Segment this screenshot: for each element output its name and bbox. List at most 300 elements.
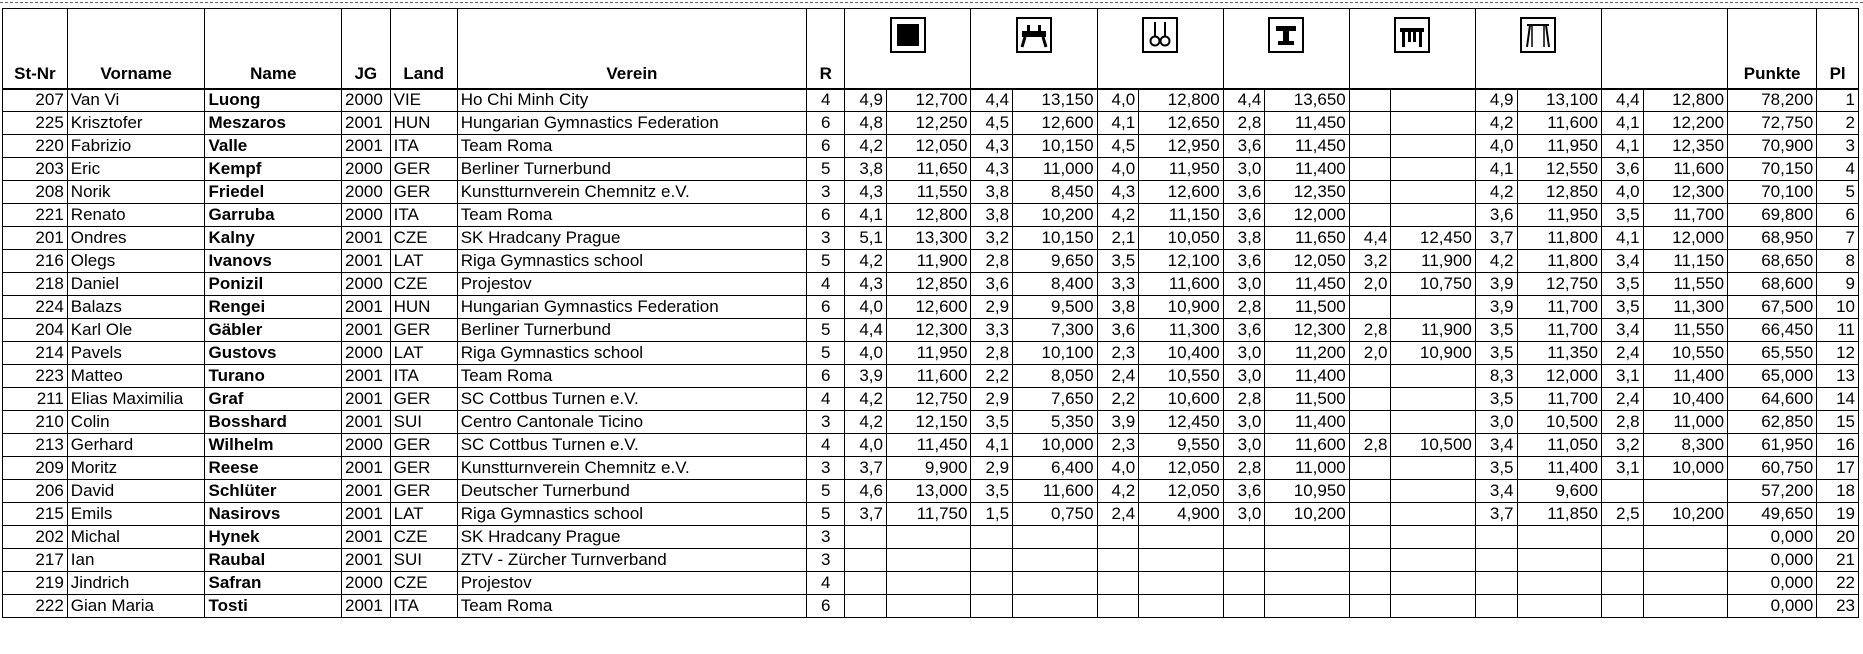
apparatus-score-cell (1643, 480, 1727, 503)
table-row (3, 112, 1859, 135)
country-cell: SUI (390, 411, 457, 434)
apparatus-score-cell: 12,850 (886, 273, 970, 296)
apparatus-score-cell (1517, 549, 1601, 572)
place-cell: 4 (1817, 158, 1859, 181)
d-score-cell: 4,0 (1475, 135, 1517, 158)
d-score-cell: 2,4 (1601, 388, 1643, 411)
country-cell: GER (390, 434, 457, 457)
apparatus-score-cell: 8,050 (1013, 365, 1097, 388)
apparatus-score-cell (886, 595, 970, 618)
d-score-cell: 4,1 (1601, 227, 1643, 250)
d-score-cell (845, 572, 887, 595)
d-score-cell: 4,4 (845, 319, 887, 342)
apparatus-score-cell: 0,750 (1013, 503, 1097, 526)
header-punkte: Punkte (1728, 9, 1817, 89)
birth-year-cell: 2000 (342, 434, 391, 457)
apparatus-score-cell: 12,050 (1265, 250, 1349, 273)
d-score-cell: 3,6 (1223, 250, 1265, 273)
total-points-cell: 68,950 (1728, 227, 1817, 250)
apparatus-score-cell: 11,800 (1517, 250, 1601, 273)
page-break-line (0, 2, 1863, 3)
d-score-cell: 3,9 (1097, 411, 1139, 434)
country-cell: GER (390, 457, 457, 480)
apparatus-score-cell (1643, 595, 1727, 618)
place-cell: 1 (1817, 89, 1859, 112)
table-row (3, 296, 1859, 319)
d-score-cell: 4,2 (845, 388, 887, 411)
apparatus-score-cell: 5,350 (1013, 411, 1097, 434)
apparatus-score-cell: 10,050 (1139, 227, 1223, 250)
apparatus-score-cell: 4,900 (1139, 503, 1223, 526)
squad-cell: 6 (807, 365, 845, 388)
d-score-cell (1601, 549, 1643, 572)
d-score-cell (1349, 503, 1391, 526)
start-number-cell: 206 (3, 480, 68, 503)
apparatus-score-cell (1391, 158, 1475, 181)
d-score-cell (1349, 457, 1391, 480)
apparatus-score-cell: 7,300 (1013, 319, 1097, 342)
table-row (3, 227, 1859, 250)
d-score-cell (1349, 549, 1391, 572)
d-score-cell (1349, 112, 1391, 135)
country-cell: ITA (390, 204, 457, 227)
d-score-cell: 3,8 (1223, 227, 1265, 250)
apparatus-score-cell: 10,000 (1643, 457, 1727, 480)
first-name-cell: Pavels (67, 342, 205, 365)
d-score-cell (845, 549, 887, 572)
d-score-cell: 3,6 (1223, 135, 1265, 158)
birth-year-cell: 2001 (342, 595, 391, 618)
birth-year-cell: 2001 (342, 296, 391, 319)
squad-cell: 4 (807, 434, 845, 457)
apparatus-score-cell (1517, 595, 1601, 618)
d-score-cell: 2,8 (971, 250, 1013, 273)
total-points-cell: 70,100 (1728, 181, 1817, 204)
first-name-cell: Van Vi (67, 89, 205, 112)
d-score-cell: 3,5 (971, 480, 1013, 503)
squad-cell: 5 (807, 480, 845, 503)
d-score-cell (971, 572, 1013, 595)
d-score-cell: 3,4 (1475, 434, 1517, 457)
apparatus-score-cell: 11,400 (1265, 158, 1349, 181)
d-score-cell: 4,0 (845, 434, 887, 457)
total-points-cell: 78,200 (1728, 89, 1817, 112)
apparatus-score-cell: 12,600 (886, 296, 970, 319)
squad-cell: 3 (807, 411, 845, 434)
d-score-cell: 3,2 (1349, 250, 1391, 273)
birth-year-cell: 2000 (342, 572, 391, 595)
apparatus-score-cell: 12,050 (886, 135, 970, 158)
header-vault (1223, 9, 1349, 89)
first-name-cell: Moritz (67, 457, 205, 480)
d-score-cell: 2,4 (1601, 342, 1643, 365)
club-cell: SC Cottbus Turnen e.V. (457, 388, 806, 411)
apparatus-score-cell: 13,650 (1265, 89, 1349, 112)
apparatus-score-cell: 10,600 (1139, 388, 1223, 411)
d-score-cell: 3,9 (1475, 273, 1517, 296)
first-name-cell: Daniel (67, 273, 205, 296)
apparatus-score-cell: 11,550 (1643, 319, 1727, 342)
apparatus-score-cell: 11,150 (1643, 250, 1727, 273)
club-cell: Projestov (457, 572, 806, 595)
total-points-cell: 0,000 (1728, 549, 1817, 572)
d-score-cell: 3,5 (1475, 319, 1517, 342)
d-score-cell: 2,0 (1349, 342, 1391, 365)
apparatus-score-cell (1643, 526, 1727, 549)
start-number-cell: 217 (3, 549, 68, 572)
apparatus-score-cell (1013, 595, 1097, 618)
apparatus-score-cell: 10,200 (1265, 503, 1349, 526)
table-row (3, 595, 1859, 618)
d-score-cell: 3,0 (1223, 273, 1265, 296)
d-score-cell: 4,4 (1601, 89, 1643, 112)
table-row (3, 181, 1859, 204)
d-score-cell: 3,5 (971, 411, 1013, 434)
first-name-cell: Elias Maximilia (67, 388, 205, 411)
apparatus-score-cell: 10,900 (1391, 342, 1475, 365)
d-score-cell: 2,8 (1223, 296, 1265, 319)
squad-cell: 6 (807, 112, 845, 135)
apparatus-score-cell (1391, 296, 1475, 319)
d-score-cell (1601, 526, 1643, 549)
last-name-cell: Ponizil (205, 273, 342, 296)
place-cell: 12 (1817, 342, 1859, 365)
header-parallel-bars (1349, 9, 1475, 89)
apparatus-score-cell: 12,350 (1643, 135, 1727, 158)
header-r: R (807, 9, 845, 89)
last-name-cell: Kempf (205, 158, 342, 181)
country-cell: VIE (390, 89, 457, 112)
start-number-cell: 216 (3, 250, 68, 273)
country-cell: GER (390, 480, 457, 503)
last-name-cell: Luong (205, 89, 342, 112)
d-score-cell (1349, 135, 1391, 158)
d-score-cell: 4,2 (1097, 480, 1139, 503)
last-name-cell: Gäbler (205, 319, 342, 342)
squad-cell: 5 (807, 342, 845, 365)
apparatus-score-cell: 11,400 (1265, 411, 1349, 434)
apparatus-score-cell: 11,200 (1265, 342, 1349, 365)
table-row (3, 526, 1859, 549)
apparatus-score-cell: 11,000 (1013, 158, 1097, 181)
last-name-cell: Valle (205, 135, 342, 158)
apparatus-score-cell (886, 572, 970, 595)
country-cell: LAT (390, 342, 457, 365)
d-score-cell: 5,1 (845, 227, 887, 250)
start-number-cell: 214 (3, 342, 68, 365)
birth-year-cell: 2000 (342, 158, 391, 181)
last-name-cell: Nasirovs (205, 503, 342, 526)
d-score-cell: 3,5 (1601, 273, 1643, 296)
squad-cell: 6 (807, 595, 845, 618)
apparatus-score-cell: 11,300 (1643, 296, 1727, 319)
club-cell: Riga Gymnastics school (457, 250, 806, 273)
apparatus-score-cell: 12,150 (886, 411, 970, 434)
apparatus-score-cell: 12,300 (886, 319, 970, 342)
apparatus-score-cell: 11,500 (1265, 388, 1349, 411)
first-name-cell: Michal (67, 526, 205, 549)
table-row (3, 250, 1859, 273)
apparatus-score-cell (1013, 572, 1097, 595)
apparatus-score-cell: 10,750 (1391, 273, 1475, 296)
apparatus-score-cell: 13,300 (886, 227, 970, 250)
birth-year-cell: 2000 (342, 273, 391, 296)
d-score-cell (1223, 572, 1265, 595)
d-score-cell: 4,4 (1349, 227, 1391, 250)
birth-year-cell: 2001 (342, 411, 391, 434)
apparatus-score-cell (1517, 526, 1601, 549)
apparatus-score-cell: 11,000 (1643, 411, 1727, 434)
d-score-cell: 3,4 (1601, 250, 1643, 273)
apparatus-score-cell: 9,900 (886, 457, 970, 480)
apparatus-score-cell: 11,950 (886, 342, 970, 365)
apparatus-score-cell: 11,950 (1517, 135, 1601, 158)
country-cell: HUN (390, 296, 457, 319)
d-score-cell (1349, 595, 1391, 618)
birth-year-cell: 2001 (342, 388, 391, 411)
country-cell: GER (390, 158, 457, 181)
first-name-cell: Emils (67, 503, 205, 526)
total-points-cell: 68,650 (1728, 250, 1817, 273)
floor-icon (890, 17, 926, 53)
squad-cell: 4 (807, 89, 845, 112)
d-score-cell (1601, 572, 1643, 595)
squad-cell: 6 (807, 296, 845, 319)
apparatus-score-cell: 11,400 (1517, 457, 1601, 480)
squad-cell: 4 (807, 388, 845, 411)
apparatus-score-cell: 11,400 (1265, 365, 1349, 388)
total-points-cell: 67,500 (1728, 296, 1817, 319)
apparatus-score-cell: 11,450 (886, 434, 970, 457)
d-score-cell (1349, 296, 1391, 319)
birth-year-cell: 2001 (342, 250, 391, 273)
squad-cell: 3 (807, 457, 845, 480)
d-score-cell: 3,6 (971, 273, 1013, 296)
apparatus-score-cell: 12,000 (1643, 227, 1727, 250)
d-score-cell: 3,6 (1223, 204, 1265, 227)
place-cell: 11 (1817, 319, 1859, 342)
apparatus-score-cell (1391, 595, 1475, 618)
vault-icon (1268, 17, 1304, 53)
last-name-cell: Tosti (205, 595, 342, 618)
table-row (3, 273, 1859, 296)
total-points-cell: 68,600 (1728, 273, 1817, 296)
country-cell: CZE (390, 526, 457, 549)
club-cell: SC Cottbus Turnen e.V. (457, 434, 806, 457)
apparatus-score-cell: 12,650 (1139, 112, 1223, 135)
apparatus-score-cell: 11,950 (1517, 204, 1601, 227)
header-pl: Pl (1817, 9, 1859, 89)
total-points-cell: 69,800 (1728, 204, 1817, 227)
squad-cell: 5 (807, 319, 845, 342)
table-row (3, 342, 1859, 365)
start-number-cell: 209 (3, 457, 68, 480)
start-number-cell: 201 (3, 227, 68, 250)
place-cell: 18 (1817, 480, 1859, 503)
apparatus-score-cell: 8,450 (1013, 181, 1097, 204)
apparatus-score-cell: 12,800 (886, 204, 970, 227)
apparatus-score-cell (1139, 595, 1223, 618)
apparatus-score-cell: 12,600 (1139, 181, 1223, 204)
apparatus-score-cell: 9,600 (1517, 480, 1601, 503)
country-cell: LAT (390, 250, 457, 273)
d-score-cell: 4,3 (1097, 181, 1139, 204)
last-name-cell: Schlüter (205, 480, 342, 503)
apparatus-score-cell: 12,100 (1139, 250, 1223, 273)
apparatus-score-cell: 11,700 (1517, 296, 1601, 319)
d-score-cell: 2,9 (971, 388, 1013, 411)
d-score-cell: 4,1 (971, 434, 1013, 457)
last-name-cell: Bosshard (205, 411, 342, 434)
apparatus-score-cell (1391, 204, 1475, 227)
d-score-cell: 3,7 (1475, 503, 1517, 526)
d-score-cell: 2,9 (971, 457, 1013, 480)
d-score-cell: 2,5 (1601, 503, 1643, 526)
last-name-cell: Ivanovs (205, 250, 342, 273)
d-score-cell (971, 526, 1013, 549)
last-name-cell: Graf (205, 388, 342, 411)
birth-year-cell: 2000 (342, 342, 391, 365)
place-cell: 2 (1817, 112, 1859, 135)
total-points-cell: 70,900 (1728, 135, 1817, 158)
d-score-cell (845, 526, 887, 549)
apparatus-score-cell: 12,450 (1391, 227, 1475, 250)
total-points-cell: 49,650 (1728, 503, 1817, 526)
total-points-cell: 65,000 (1728, 365, 1817, 388)
apparatus-score-cell (1139, 572, 1223, 595)
apparatus-score-cell: 11,900 (1391, 319, 1475, 342)
header-vorname: Vorname (67, 9, 205, 89)
d-score-cell: 3,9 (845, 365, 887, 388)
apparatus-score-cell (1391, 526, 1475, 549)
apparatus-score-cell: 10,200 (1013, 204, 1097, 227)
first-name-cell: David (67, 480, 205, 503)
apparatus-score-cell (1391, 480, 1475, 503)
country-cell: CZE (390, 227, 457, 250)
place-cell: 5 (1817, 181, 1859, 204)
squad-cell: 6 (807, 204, 845, 227)
d-score-cell: 4,5 (971, 112, 1013, 135)
last-name-cell: Meszaros (205, 112, 342, 135)
apparatus-score-cell: 11,650 (1265, 227, 1349, 250)
apparatus-score-cell: 12,050 (1139, 457, 1223, 480)
d-score-cell (1349, 388, 1391, 411)
table-row (3, 411, 1859, 434)
birth-year-cell: 2001 (342, 365, 391, 388)
club-cell: SK Hradcany Prague (457, 227, 806, 250)
apparatus-score-cell: 11,950 (1139, 158, 1223, 181)
d-score-cell: 3,8 (971, 204, 1013, 227)
d-score-cell: 3,0 (1475, 411, 1517, 434)
birth-year-cell: 2001 (342, 319, 391, 342)
place-cell: 23 (1817, 595, 1859, 618)
start-number-cell: 215 (3, 503, 68, 526)
d-score-cell (1097, 595, 1139, 618)
country-cell: SUI (390, 549, 457, 572)
first-name-cell: Balazs (67, 296, 205, 319)
apparatus-score-cell: 11,700 (1517, 388, 1601, 411)
d-score-cell: 4,2 (845, 135, 887, 158)
table-row (3, 365, 1859, 388)
apparatus-score-cell: 10,950 (1265, 480, 1349, 503)
country-cell: GER (390, 388, 457, 411)
apparatus-score-cell: 12,750 (1517, 273, 1601, 296)
apparatus-score-cell (1391, 135, 1475, 158)
apparatus-score-cell: 11,800 (1517, 227, 1601, 250)
d-score-cell: 2,8 (1349, 319, 1391, 342)
d-score-cell: 3,0 (1223, 342, 1265, 365)
start-number-cell: 220 (3, 135, 68, 158)
d-score-cell: 3,0 (1223, 365, 1265, 388)
apparatus-score-cell: 12,600 (1013, 112, 1097, 135)
d-score-cell: 8,3 (1475, 365, 1517, 388)
apparatus-score-cell: 12,700 (886, 89, 970, 112)
apparatus-score-cell: 9,550 (1139, 434, 1223, 457)
place-cell: 14 (1817, 388, 1859, 411)
apparatus-score-cell: 11,600 (1139, 273, 1223, 296)
total-points-cell: 0,000 (1728, 572, 1817, 595)
d-score-cell: 3,5 (1601, 296, 1643, 319)
apparatus-score-cell (1139, 526, 1223, 549)
apparatus-score-cell: 10,000 (1013, 434, 1097, 457)
high-bar-icon (1520, 17, 1556, 53)
apparatus-score-cell: 11,900 (1391, 250, 1475, 273)
d-score-cell: 3,6 (1223, 319, 1265, 342)
birth-year-cell: 2001 (342, 112, 391, 135)
apparatus-score-cell: 8,400 (1013, 273, 1097, 296)
apparatus-score-cell: 10,500 (1517, 411, 1601, 434)
d-score-cell: 3,2 (971, 227, 1013, 250)
squad-cell: 5 (807, 158, 845, 181)
total-points-cell: 61,950 (1728, 434, 1817, 457)
apparatus-score-cell: 12,850 (1517, 181, 1601, 204)
d-score-cell: 2,9 (971, 296, 1013, 319)
d-score-cell (1475, 549, 1517, 572)
birth-year-cell: 2000 (342, 181, 391, 204)
total-points-cell: 72,750 (1728, 112, 1817, 135)
birth-year-cell: 2001 (342, 549, 391, 572)
place-cell: 7 (1817, 227, 1859, 250)
header-blank-apparatus (1601, 9, 1727, 89)
birth-year-cell: 2001 (342, 135, 391, 158)
apparatus-score-cell: 10,500 (1391, 434, 1475, 457)
apparatus-score-cell: 11,700 (1643, 204, 1727, 227)
apparatus-score-cell: 10,150 (1013, 227, 1097, 250)
place-cell: 20 (1817, 526, 1859, 549)
apparatus-score-cell: 11,550 (1643, 273, 1727, 296)
apparatus-score-cell: 11,600 (1265, 434, 1349, 457)
club-cell: Ho Chi Minh City (457, 89, 806, 112)
d-score-cell: 3,7 (845, 457, 887, 480)
apparatus-score-cell (1391, 503, 1475, 526)
d-score-cell: 3,3 (971, 319, 1013, 342)
place-cell: 9 (1817, 273, 1859, 296)
d-score-cell: 4,1 (845, 204, 887, 227)
place-cell: 21 (1817, 549, 1859, 572)
first-name-cell: Ian (67, 549, 205, 572)
apparatus-score-cell: 11,400 (1643, 365, 1727, 388)
total-points-cell: 0,000 (1728, 595, 1817, 618)
first-name-cell: Norik (67, 181, 205, 204)
place-cell: 3 (1817, 135, 1859, 158)
d-score-cell: 3,8 (845, 158, 887, 181)
table-row (3, 135, 1859, 158)
apparatus-score-cell: 11,600 (1013, 480, 1097, 503)
apparatus-score-cell: 12,350 (1265, 181, 1349, 204)
apparatus-score-cell: 12,300 (1265, 319, 1349, 342)
place-cell: 22 (1817, 572, 1859, 595)
pommel-horse-icon (1016, 17, 1052, 53)
